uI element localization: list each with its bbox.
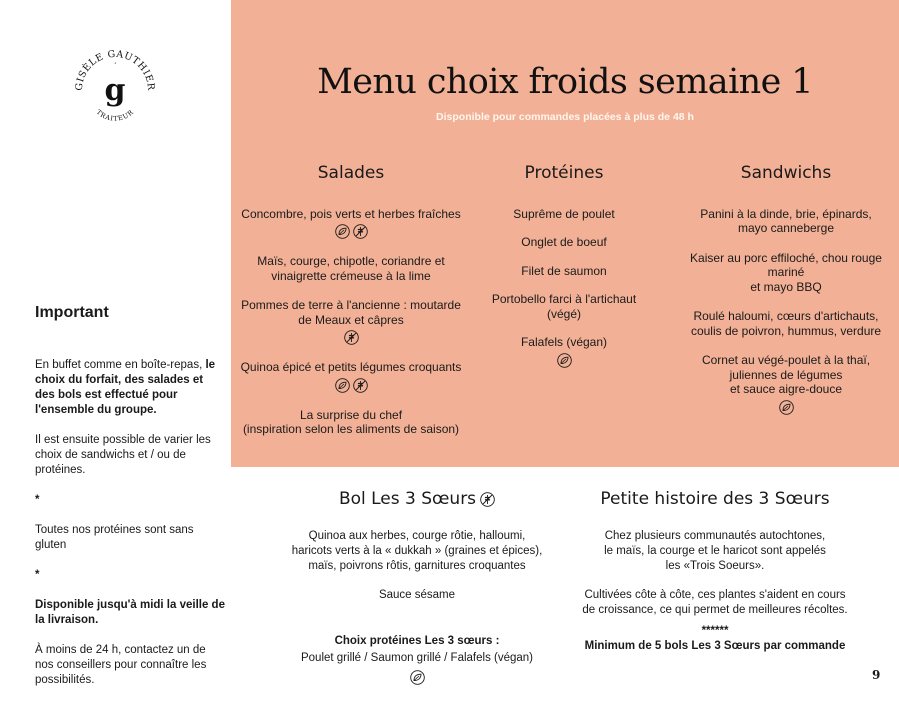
menu-item-text: Kaiser au porc effiloché, chou rouge mariné et mayo BBQ (690, 250, 882, 294)
menu-item-text: Filet de saumon (521, 263, 607, 278)
bol-heading (262, 489, 572, 509)
page-number: 9 (872, 668, 881, 682)
bol-sauce: Sauce sésame (378, 589, 456, 601)
menu-item (240, 207, 462, 240)
menu-item (240, 360, 462, 393)
bol-description: Quinoa aux herbes, courge rôtie, halloumi, haricots verts à la « dukkah » (graines et épices), maïs, poivrons rôtis, garnitures croquantes (291, 530, 543, 572)
page-subtitle: Disponible pour commandes placées à plus de 48 h (436, 111, 694, 123)
bol-choix (262, 619, 572, 649)
proteines-heading: Protéines (524, 163, 604, 183)
histoire-stars (570, 624, 860, 639)
menu-item (478, 264, 650, 279)
menu-item-text: Cornet au végé-poulet à la thaï, juliennes de légumes et sauce aigre-douce (701, 353, 871, 396)
menu-item-text: Roulé haloumi, cœurs d'artichauts, coulis de poivron, hummus, verdure (690, 309, 882, 338)
menu-item (240, 298, 462, 345)
vegan-leaf-icon (557, 353, 572, 368)
histoire-paragraph-2: Cultivées côte à côte, ces plantes s'aident en cours de croissance, ce qui permet de meilleures récoltes. (582, 589, 848, 616)
menu-item-text: Onglet de boeuf (521, 235, 607, 249)
important-star-2: * (35, 569, 40, 581)
vegan-leaf-icon (335, 378, 350, 393)
menu-item-text: Concombre, pois verts et herbes fraîches (241, 206, 461, 221)
proteines-column (478, 163, 650, 382)
bol-choix-options: Poulet grillé / Saumon grillé / Falafels (végan) (300, 652, 534, 664)
histoire-stars-text: ****** (701, 625, 729, 637)
sandwichs-column (678, 163, 894, 430)
bol-heading-text: Bol Les 3 Sœurs (338, 489, 477, 509)
wheat-free-icon (353, 224, 368, 239)
important-section (35, 305, 225, 703)
important-paragraph-1 (35, 358, 225, 418)
wheat-free-icon (480, 492, 495, 507)
important-heading: Important (35, 304, 109, 321)
histoire-heading: Petite histoire des 3 Sœurs (600, 489, 830, 509)
bol-section (262, 489, 572, 685)
important-paragraph-4 (35, 598, 225, 628)
wheat-free-icon (344, 330, 359, 345)
page-title: Menu choix froids semaine 1 (317, 62, 813, 102)
menu-item (240, 254, 462, 283)
brand-seal-icon (68, 38, 162, 132)
menu-item (478, 335, 650, 368)
menu-item (240, 408, 462, 437)
svg-text:g: g (104, 73, 126, 108)
svg-text:´: ´ (113, 62, 117, 71)
menu-item-text: Pommes de terre à l'ancienne : moutarde de Meaux et câpres (241, 298, 461, 327)
important-paragraph-2: Il est ensuite possible de varier les choix de sandwichs et / ou de protéines. (35, 434, 211, 476)
important-paragraph-3: Toutes nos protéines sont sans gluten (35, 524, 194, 551)
menu-item-text: Suprême de poulet (513, 206, 615, 221)
histoire-section (570, 489, 860, 668)
histoire-minimum (570, 639, 860, 654)
vegan-leaf-icon (410, 670, 425, 685)
vegan-leaf-icon (779, 400, 794, 415)
salades-column (240, 163, 462, 452)
important-p1-intro: En buffet comme en boîte-repas, (35, 359, 203, 371)
sandwichs-heading: Sandwichs (740, 163, 832, 183)
important-paragraph-5: À moins de 24 h, contactez un de nos conseillers pour connaître les possibilités. (35, 644, 207, 686)
menu-item-text: Falafels (végan) (520, 335, 608, 349)
vegan-leaf-icon (335, 224, 350, 239)
salades-heading: Salades (317, 163, 385, 183)
important-star-1: * (35, 494, 40, 506)
menu-item (678, 251, 894, 295)
svg-text:GISÈLE GAUTHIER: GISÈLE GAUTHIER (73, 48, 157, 92)
menu-item (678, 309, 894, 338)
menu-item-text: Maïs, courge, chipotle, coriandre et vinaigrette crémeuse à la lime (257, 254, 445, 283)
svg-text:TRAITEUR: TRAITEUR (94, 108, 136, 123)
brand-logo (68, 38, 162, 132)
wheat-free-icon (353, 378, 368, 393)
menu-item (478, 235, 650, 250)
menu-item-text: Portobello farci à l'artichaut (végé) (491, 292, 637, 321)
menu-item-text: Quinoa épicé et petits légumes croquants (240, 360, 462, 374)
important-p1-bold: le choix du forfait, des salades et des bols est effectué pour l'ensemble du groupe. (35, 359, 216, 416)
histoire-minimum-text: Minimum de 5 bols Les 3 Sœurs par commande (584, 640, 846, 652)
menu-item (478, 292, 650, 321)
histoire-paragraph-1: Chez plusieurs communautés autochtones, le maïs, la courge et le haricot sont appelés les «Trois Soeurs». (604, 530, 826, 572)
menu-item (678, 207, 894, 236)
menu-item-text: Panini à la dinde, brie, épinards, mayo canneberge (700, 206, 872, 235)
menu-item-text: La surprise du chef (inspiration selon les aliments de saison) (242, 407, 460, 436)
menu-item (678, 353, 894, 415)
bol-choix-label: Choix protéines Les 3 sœurs : (334, 635, 500, 647)
important-p4-bold: Disponible jusqu'à midi la veille de la livraison. (35, 599, 225, 626)
menu-item (478, 207, 650, 222)
